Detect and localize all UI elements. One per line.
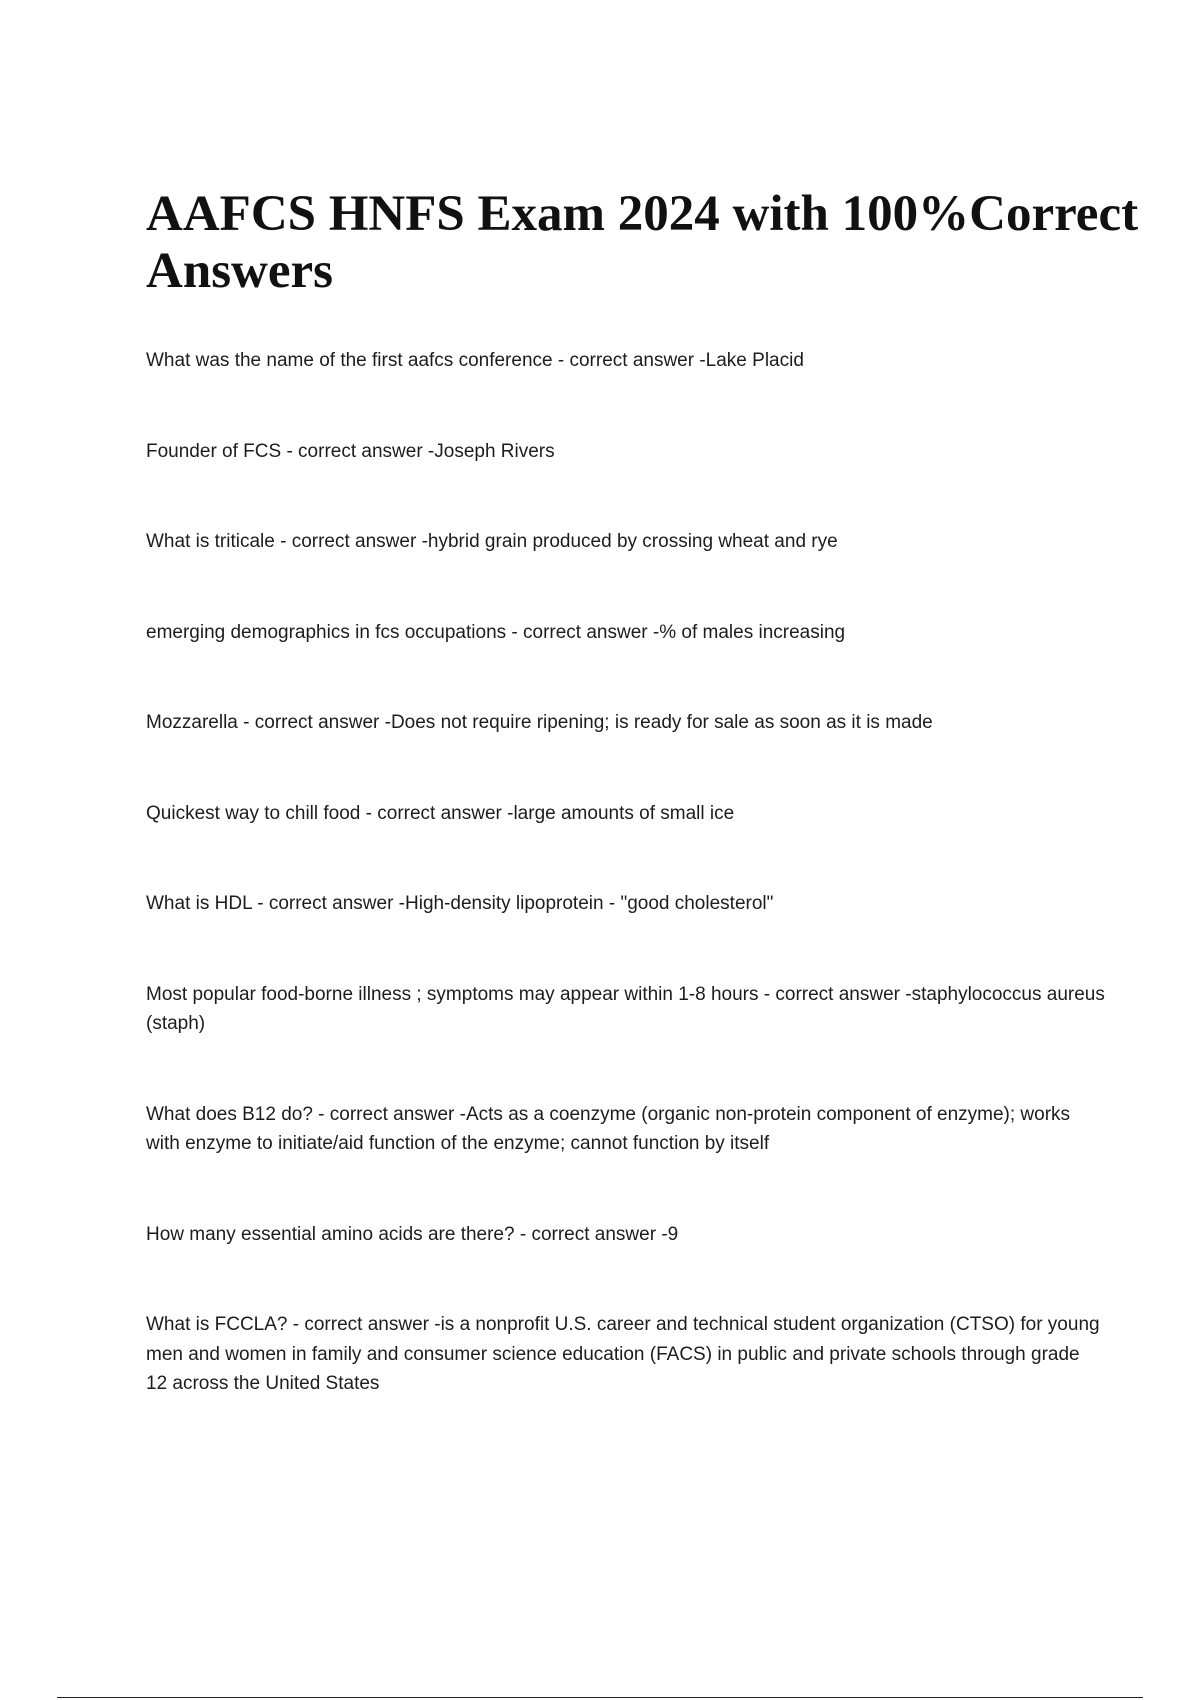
qa-item: Most popular food-borne illness ; symptoms may appear within 1-8 hours - correct answer -staphylococcus aureus (staph) bbox=[146, 983, 1105, 1034]
qa-item: Quickest way to chill food - correct answer -large amounts of small ice bbox=[146, 802, 735, 824]
qa-item: Founder of FCS - correct answer -Joseph Rivers bbox=[146, 440, 555, 462]
qa-item: What was the name of the first aafcs conference - correct answer -Lake Placid bbox=[146, 350, 804, 371]
qa-list bbox=[146, 346, 1106, 1460]
footer-rule bbox=[57, 1697, 1143, 1698]
qa-item: What does B12 do? - correct answer -Acts as a coenzyme (organic non-protein component of enzyme); works with enzyme to initiate/aid function of the enzyme; cannot function by itself bbox=[146, 1103, 1071, 1154]
qa-item: Mozzarella - correct answer -Does not require ripening; is ready for sale as soon as it is made bbox=[146, 712, 933, 733]
qa-item: What is HDL - correct answer -High-density lipoprotein - "good cholesterol" bbox=[146, 893, 774, 914]
document-title: AAFCS HNFS Exam 2024 with 100%Correct Answers bbox=[146, 186, 1139, 299]
qa-item: emerging demographics in fcs occupations - correct answer -% of males increasing bbox=[146, 621, 846, 643]
qa-item: What is FCCLA? - correct answer -is a nonprofit U.S. career and technical student organization (CTSO) for young men and women in family and consumer science education (FACS) in public and private schools through grade 12 across the United States bbox=[146, 1314, 1100, 1394]
qa-item: How many essential amino acids are there? - correct answer -9 bbox=[146, 1223, 679, 1245]
qa-item: What is triticale - correct answer -hybrid grain produced by crossing wheat and rye bbox=[146, 531, 838, 552]
